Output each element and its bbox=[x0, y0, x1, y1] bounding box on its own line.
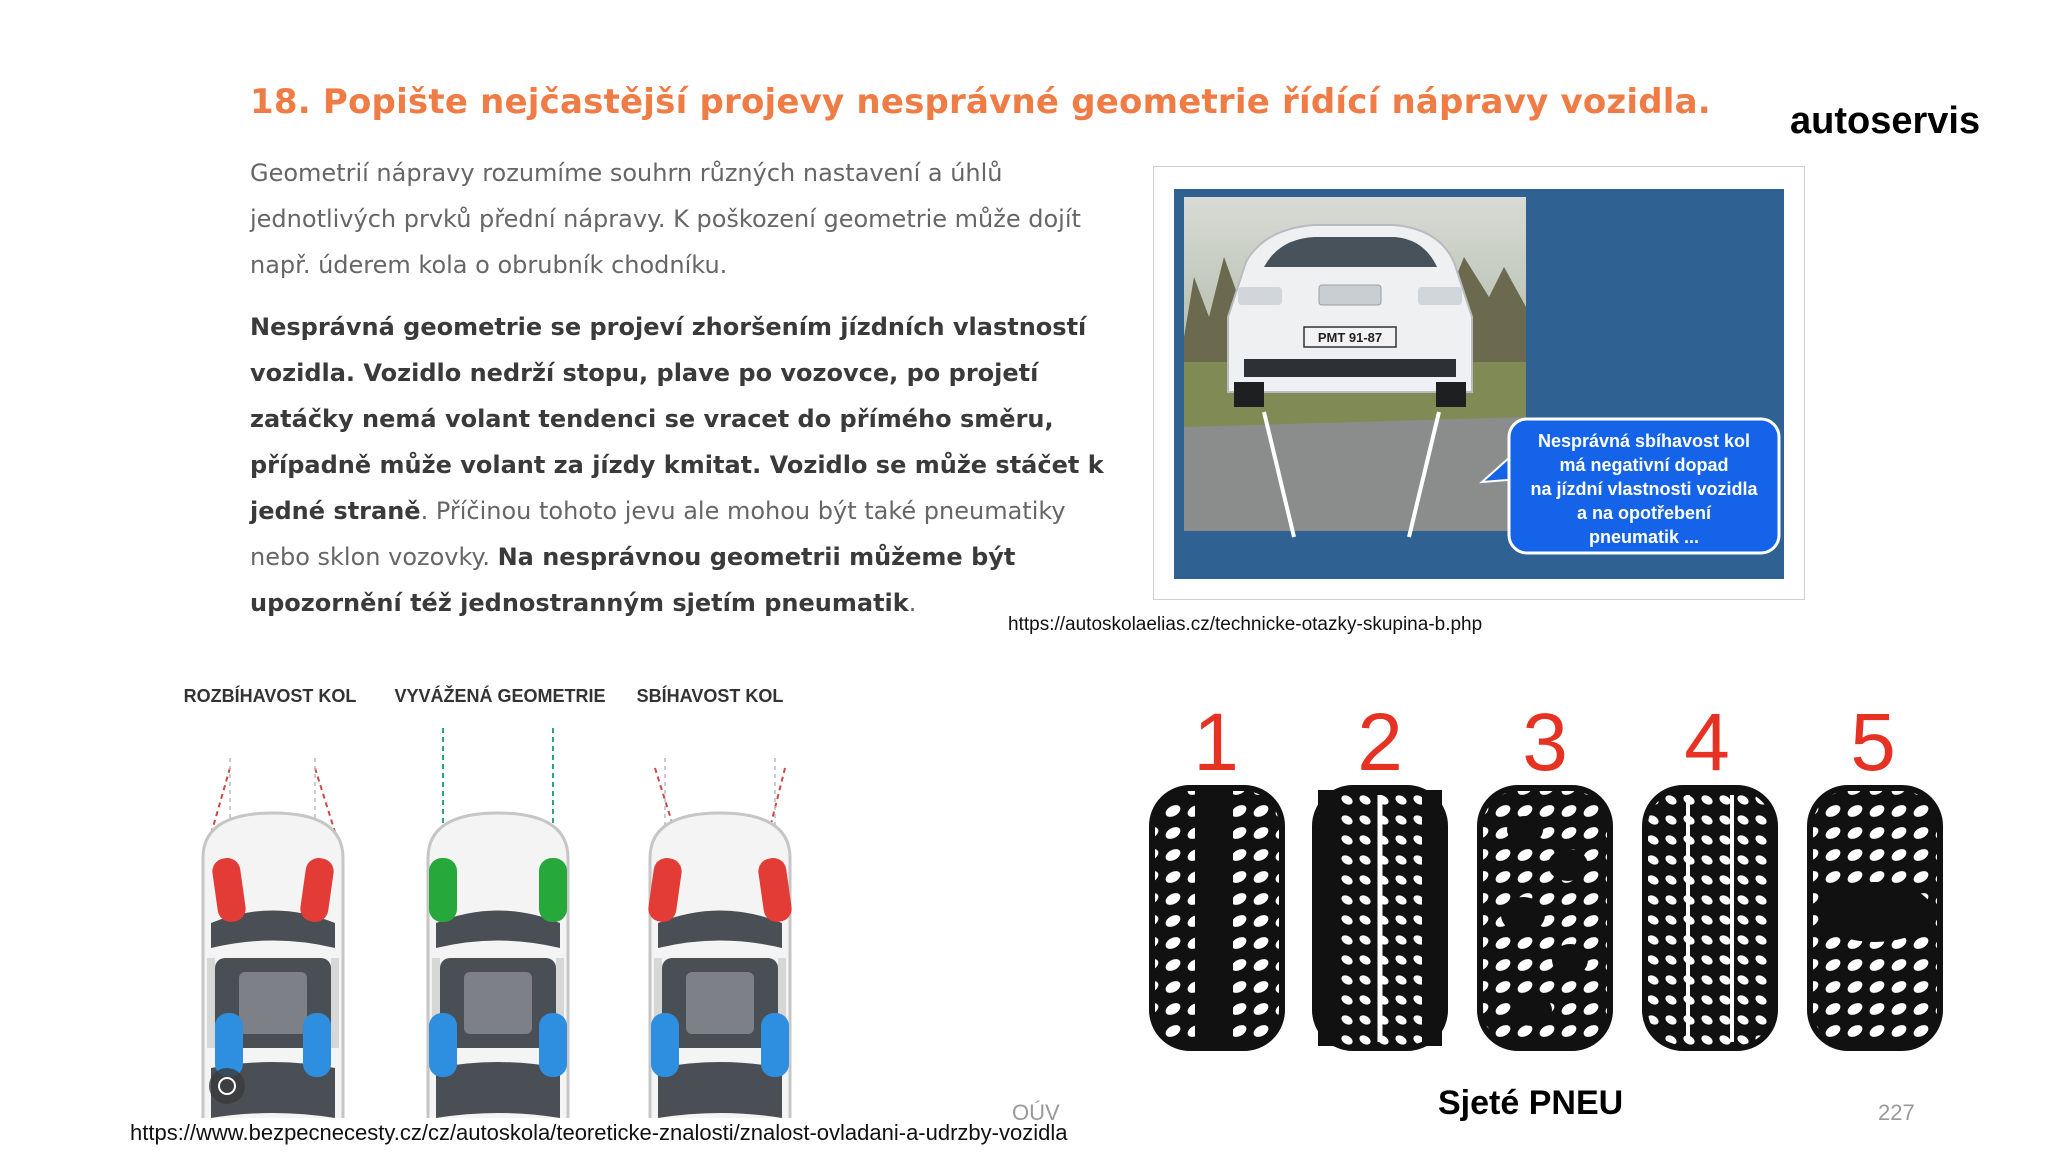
body-bold-2: Na nesprávnou geometrii můžeme být upozornění též jednostranným sjetím pneumatik bbox=[250, 543, 1016, 617]
callout-line-2: má negativní dopad bbox=[1559, 455, 1729, 475]
body-paragraph bbox=[250, 304, 1130, 626]
tire-1 bbox=[1152, 697, 1282, 1048]
tire-3 bbox=[1480, 697, 1610, 1048]
road bbox=[1184, 417, 1526, 531]
wheel-fr-green bbox=[539, 858, 567, 922]
car-photo bbox=[1154, 167, 1804, 599]
tire-number-5: 5 bbox=[1850, 697, 1896, 788]
car-toe-in bbox=[637, 685, 794, 1118]
wheel-rl-blue-3 bbox=[651, 1013, 679, 1077]
body-normal-2: . bbox=[908, 589, 917, 617]
tire-left bbox=[1234, 382, 1264, 407]
plate-text: PMT 91-87 bbox=[1317, 330, 1383, 345]
bumper-intake bbox=[1244, 359, 1456, 377]
lens-icon[interactable] bbox=[209, 1068, 245, 1104]
callout-line-5: pneumatik ... bbox=[1588, 527, 1700, 547]
callout-line-4: a na opotřebení bbox=[1576, 503, 1712, 523]
intro-paragraph: Geometrií nápravy rozumíme souhrn různých nastavení a úhlů jednotlivých prvků přední nápravy. K poškození geometrie může dojít např. úderem kola o obrubník chodníku. bbox=[250, 159, 1081, 279]
tire-caption: Sjeté PNEU bbox=[1438, 1084, 1624, 1122]
tire-5 bbox=[1810, 697, 1940, 1048]
tire-wear-diagram bbox=[1140, 690, 1960, 1060]
wheel-rr-blue-2 bbox=[539, 1013, 567, 1077]
body-bold-1: Nesprávná geometrie se projeví zhoršením jízdních vlastností vozidla. Vozidlo nedrží stopu, plave po vozovce, po projetí zatáčky nemá volant tendenci se vracet do přímého směru, případně může volant za jízdy kmitat. Vozidlo se může stáčet k jedné straně bbox=[250, 313, 1104, 525]
label-toe-out: ROZBÍHAVOST KOL bbox=[183, 686, 357, 706]
body-normal-1: . Příčinou tohoto jevu ale mohou být také pneumatiky nebo sklon vozovky. bbox=[250, 497, 1066, 571]
page-number: 227 bbox=[1878, 1100, 1915, 1125]
tire-right bbox=[1436, 382, 1466, 407]
wheel-fl-green bbox=[429, 858, 457, 922]
grille bbox=[1319, 285, 1381, 305]
source-link-top[interactable]: https://autoskolaelias.cz/technicke-otazky-skupina-b.php bbox=[1008, 614, 1483, 635]
tire-number-3: 3 bbox=[1522, 697, 1568, 788]
tire-number-2: 2 bbox=[1357, 697, 1403, 788]
car-photo-frame bbox=[1153, 166, 1805, 600]
car-toe-out bbox=[184, 685, 357, 1118]
label-toe-in: SBÍHAVOST KOL bbox=[636, 686, 784, 706]
wheel-rr-blue bbox=[303, 1013, 331, 1077]
brand-label: autoservis bbox=[1790, 100, 1981, 142]
tire-number-1: 1 bbox=[1193, 697, 1239, 788]
tire-4 bbox=[1645, 697, 1775, 1048]
car-balanced bbox=[394, 685, 605, 1118]
footer-center: OÚV bbox=[1012, 1100, 1060, 1125]
callout-line-3: na jízdní vlastnosti vozidla bbox=[1530, 479, 1758, 499]
headlight-left bbox=[1238, 287, 1282, 305]
source-link-bottom[interactable]: https://www.bezpecnecesty.cz/cz/autoskola/teoreticke-znalosti/znalost-ovladani-a-udrzby-vozidla bbox=[130, 1120, 1068, 1145]
wheel-rl-blue bbox=[215, 1013, 243, 1077]
tire-2 bbox=[1315, 697, 1445, 1048]
headlight-right bbox=[1418, 287, 1462, 305]
alignment-diagram bbox=[175, 668, 815, 1118]
wheel-rl-blue-2 bbox=[429, 1013, 457, 1077]
slide-heading: 18. Popište nejčastější projevy nesprávné geometrie řídící nápravy vozidla. bbox=[250, 82, 1711, 122]
callout-line-1: Nesprávná sbíhavost kol bbox=[1537, 431, 1751, 451]
tire-number-4: 4 bbox=[1684, 697, 1730, 788]
label-balanced: VYVÁŽENÁ GEOMETRIE bbox=[394, 686, 606, 706]
wheel-rr-blue-3 bbox=[761, 1013, 789, 1077]
